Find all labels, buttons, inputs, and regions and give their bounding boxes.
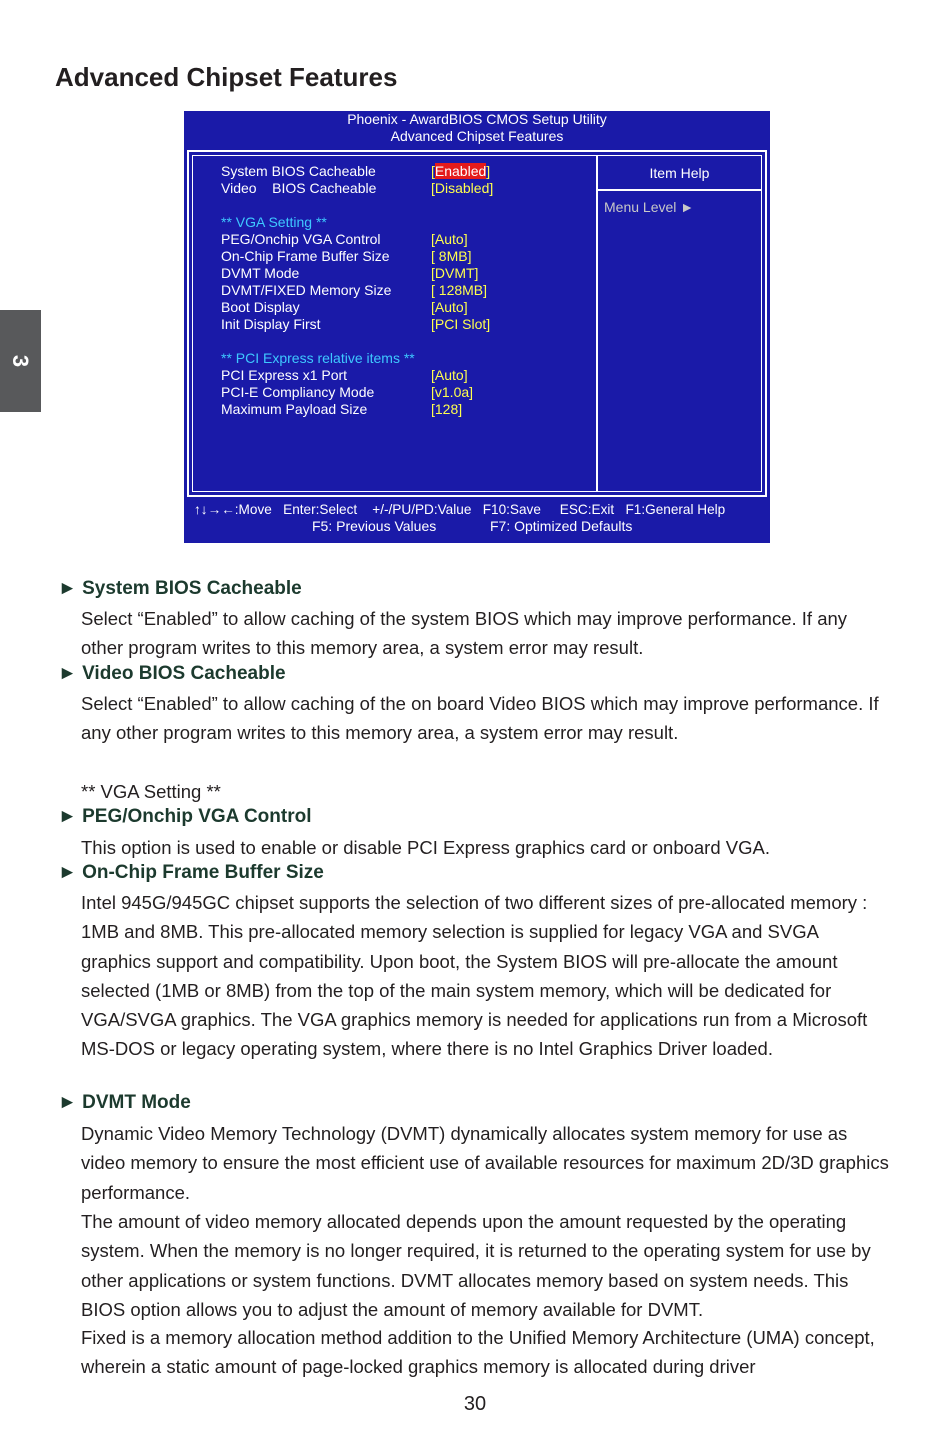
section-text: This option is used to enable or disable PCI Express graphics card or onboard VGA. — [81, 837, 770, 858]
bios-header-subtitle: Advanced Chipset Features — [390, 128, 564, 144]
page-number: 30 — [463, 1393, 487, 1415]
chapter-number: 3 — [8, 354, 34, 368]
page-title: Advanced Chipset Features — [55, 62, 398, 92]
bios-item-value[interactable]: [Auto] — [431, 367, 468, 383]
section-text: Intel 945G/945GC chipset supports the selection of two different sizes of pre-allocated memory : 1MB and 8MB. This pre-allocated memory selection is supplied for legacy VGA and SVGA graphics support and compatibility. Upon boot, the System BIOS will pre-allocate the amount selected (1MB or 8MB) from the top of the main system memory, which will be dedicated for VGA/SVGA graphics. The VGA graphics memory is needed for applications run from a Microsoft MS-DOS or legacy operating system, where there is no Intel Graphics Driver loaded. — [81, 892, 868, 1060]
bios-item-help-title: Item Help — [649, 165, 710, 181]
section-text: Select “Enabled” to allow caching of the on board Video BIOS which may improve performance. If any other program writes to this memory area, a system error may result. — [81, 693, 879, 744]
bios-settings-panel — [192, 155, 762, 492]
triangle-bullet-icon: ► — [58, 1092, 77, 1113]
bios-item-label[interactable]: PCI Express x1 Port — [221, 367, 348, 383]
bios-item-value[interactable]: [ 128MB] — [431, 282, 488, 298]
bios-item-value[interactable]: [PCI Slot] — [431, 316, 491, 332]
vga-setting-label: ** VGA Setting ** — [81, 781, 221, 802]
bios-header-title: Phoenix - AwardBIOS CMOS Setup Utility — [347, 111, 607, 127]
triangle-bullet-icon: ► — [58, 578, 77, 599]
bios-item-label[interactable]: Video BIOS Cacheable — [221, 180, 377, 196]
triangle-bullet-icon: ► — [58, 663, 77, 684]
bios-selected-value[interactable]: Enabled — [434, 163, 487, 179]
bios-settings-frame — [187, 150, 767, 497]
bios-item-value[interactable]: [ 8MB] — [431, 248, 472, 264]
bios-item-label[interactable]: System BIOS Cacheable — [221, 163, 376, 179]
triangle-bullet-icon: ► — [58, 806, 77, 827]
bios-item-value[interactable]: [Disabled] — [431, 180, 494, 196]
bios-item-label[interactable]: Maximum Payload Size — [221, 401, 368, 417]
triangle-bullet-icon: ► — [58, 862, 77, 883]
bios-item-label[interactable]: PEG/Onchip VGA Control — [221, 231, 381, 247]
bios-menu-level: Menu Level ► — [604, 199, 695, 215]
section-text: Select “Enabled” to allow caching of the system BIOS which may improve performance. If any other program writes to this memory area, a system error may result. — [81, 608, 848, 659]
bios-item-label[interactable]: Boot Display — [221, 299, 300, 315]
bios-item-value[interactable]: [DVMT] — [431, 265, 479, 281]
bios-item-value[interactable]: [Auto] — [431, 299, 468, 315]
bios-panel-divider — [596, 156, 598, 491]
bios-item-label[interactable]: DVMT/FIXED Memory Size — [221, 282, 392, 298]
chapter-tab — [0, 310, 41, 412]
section-heading: ► DVMT Mode — [58, 1092, 191, 1113]
bios-item-label[interactable]: DVMT Mode — [221, 265, 300, 281]
bios-footer-keys: ↑↓→←:Move Enter:Select +/-/PU/PD:Value F10:Save ESC:Exit F1:General Help — [194, 502, 726, 517]
section-heading: ► System BIOS Cacheable — [58, 578, 302, 599]
bios-footer-f5: F5: Previous Values — [312, 518, 437, 534]
bios-screenshot — [184, 111, 770, 543]
section-heading: ► Video BIOS Cacheable — [58, 663, 286, 684]
section-heading: ► On-Chip Frame Buffer Size — [58, 862, 324, 883]
bios-item-value[interactable]: [Enabled] — [431, 163, 491, 179]
bios-item-label[interactable]: PCI-E Compliancy Mode — [221, 384, 375, 400]
bios-item-label[interactable]: On-Chip Frame Buffer Size — [221, 248, 390, 264]
bios-help-divider — [596, 189, 761, 191]
bios-item-value[interactable]: [128] — [431, 401, 463, 417]
bios-section-vga: ** VGA Setting ** — [221, 214, 327, 230]
bios-item-value[interactable]: [v1.0a] — [431, 384, 474, 400]
bios-item-label[interactable]: Init Display First — [221, 316, 321, 332]
section-text: The amount of video memory allocated depends upon the amount requested by the operating system. When the memory is no longer required, it is returned to the operating system for use by other applications or system functions. DVMT allocates memory based on system needs. This BIOS option allows you to adjust the amount of memory available for DVMT. — [81, 1211, 871, 1320]
section-text: Fixed is a memory allocation method addition to the Unified Memory Architecture (UMA) concept, wherein a static amount of page-locked graphics memory is allocated during driver — [81, 1327, 875, 1378]
section-text: Dynamic Video Memory Technology (DVMT) dynamically allocates system memory for use as video memory to ensure the most efficient use of available resources for maximum 2D/3D graphics performance. — [81, 1123, 889, 1203]
bios-footer-f7: F7: Optimized Defaults — [490, 518, 633, 534]
section-heading: ► PEG/Onchip VGA Control — [58, 806, 312, 827]
bios-section-pci: ** PCI Express relative items ** — [221, 350, 415, 366]
bios-item-value[interactable]: [Auto] — [431, 231, 468, 247]
